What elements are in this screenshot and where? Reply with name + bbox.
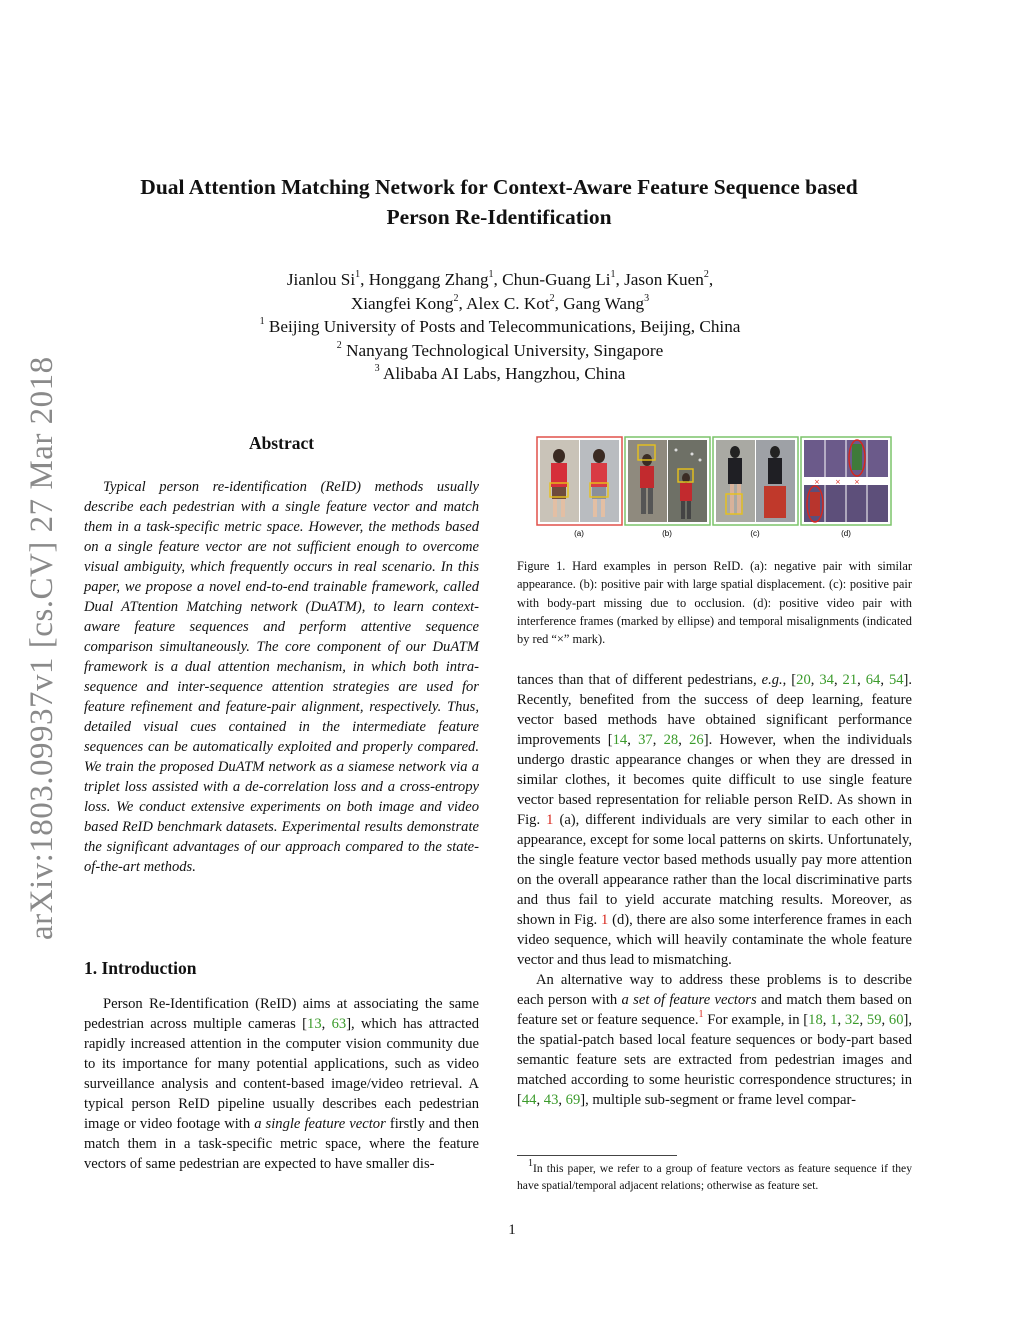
text-run: ]. However, when the individuals undergo drastic appearance changes or when they are dressed in similar clothes, it becomes quite difficult to use single feature vector based representation for reliable person ReID. As shown in Fig. <box>517 732 913 828</box>
emphasis: a single feature vector <box>254 1116 386 1132</box>
citation-link[interactable]: 13 <box>307 1016 322 1032</box>
author-affil-sup: 2 <box>549 292 555 304</box>
affiliation-text: Nanyang Technological University, Singapore <box>346 340 664 360</box>
author-name: Jason Kuen <box>624 270 704 289</box>
affiliation-sup: 1 <box>259 316 265 328</box>
figure-1 <box>536 436 892 538</box>
citation-link[interactable]: 21 <box>842 672 858 688</box>
affiliation-1 <box>150 315 850 339</box>
text-run: , <box>857 672 866 688</box>
citation-link[interactable]: 37 <box>638 732 653 748</box>
text-run: , <box>652 732 664 748</box>
body-paragraph <box>517 670 912 970</box>
author-affil-sup: 1 <box>355 269 361 281</box>
figure-panel-c <box>713 437 798 525</box>
author-name: Honggang Zhang <box>368 270 489 289</box>
figure-panel-a <box>537 437 622 525</box>
text-run: , <box>859 1012 867 1028</box>
citation-link[interactable]: 14 <box>612 732 628 748</box>
author-name: Gang Wang <box>563 293 645 313</box>
text-run: tances than that of different pedestrians, <box>517 672 762 688</box>
citation-link[interactable]: 34 <box>819 672 834 688</box>
affiliation-text: Beijing University of Posts and Telecommunications, Beijing, China <box>268 317 741 336</box>
figure-ref-link[interactable]: 1 <box>546 812 554 828</box>
text-run: , <box>822 1012 831 1028</box>
text-run: , <box>627 732 639 748</box>
text-run: ], the spatial-patch based local feature sequences or body-part based semantic feature sets are extracted from pedestrian images and matched according to some heuristic correspondence structures; in [ <box>517 1012 913 1108</box>
text-run: (a), different individuals are very similar to each other in appearance, except for some local patterns on skirts. Unfortunately, the single feature vector based methods usually pay more attention on the overall appearance rather than the local discriminative parts and thus fail to yield accurate matching results. Moreover, as shown in Fig. <box>517 812 913 928</box>
author-name: Jianlou Si <box>286 270 356 289</box>
footnote-rule <box>517 1155 677 1156</box>
footnote-sup: 1 <box>528 1158 533 1170</box>
text-run: , <box>810 672 820 688</box>
text-run: For example, in [ <box>703 1012 809 1028</box>
text-run: ]. Recently, benefited from the success of deep learning, feature vector based methods have obtained significant performance improvements [ <box>517 672 913 748</box>
author-affil-sup: 3 <box>644 292 650 304</box>
author-name: Alex C. Kot <box>466 293 550 313</box>
affiliation-3 <box>150 362 850 386</box>
citation-link[interactable]: 28 <box>663 732 679 748</box>
text-run: , <box>833 672 843 688</box>
emphasis: a set of feature vectors <box>621 992 757 1008</box>
text-run: , <box>558 1092 566 1108</box>
affiliation-sup: 2 <box>336 339 342 351</box>
abstract-text: Typical person re-identification (ReID) methods usually describe each pedestrian with a single feature vector and match them in a task-specific metric space. However, the methods based on a single feature vector are not sufficient enough to overcome visual ambiguity, which frequently occurs in real scenario. In this paper, we propose a novel end-to-end trainable framework, called Dual ATtention Matching network (DuATM), to learn context-aware feature sequences and perform attentive sequence comparison simultaneously. The core component of our DuATM framework is a dual attention mechanism, in which both intra-sequence and inter-sequence attention strategies are used for feature refinement and feature-pair alignment, respectively. Thus, detailed visual cues contained in the intermediate feature sequences can be automatically exploited and properly compared. We train the proposed DuATM network as a siamese network via a triplet loss assisted with a de-correlation loss and a cross-entropy loss. We conduct extensive experiments on both image and video based ReID benchmark datasets. Experimental results demonstrate the significant advantages of our approach compared to the state-of-the-art methods. <box>84 479 479 875</box>
misalignment-x-mark: × <box>814 478 820 486</box>
text-run: , <box>678 732 690 748</box>
author-name: Xiangfei Kong <box>350 293 454 313</box>
intro-paragraph <box>84 994 479 1174</box>
abstract-heading: Abstract <box>248 433 315 453</box>
page-number: 1 <box>508 1222 516 1238</box>
misalignment-x-mark: × <box>854 478 860 486</box>
figure-panel-d <box>801 437 891 525</box>
text-run: and match them based on feature set or feature sequence. <box>517 992 912 1028</box>
author-line-2: Xiangfei Kong$^2$, Alex C. Kot$^2$, Gang Wang$^3$ <box>350 292 650 313</box>
author-name: Chun-Guang Li <box>502 270 611 289</box>
panel-label-c: (c) <box>750 529 760 538</box>
citation-link[interactable]: 63 <box>331 1016 347 1032</box>
author-affil-sup: 1 <box>488 269 494 281</box>
text-run: (d), there are also some interference frames in each video sequence, which will heavily contaminate the whole feature vector and thus lead to mismatching. <box>517 912 912 968</box>
text-run: , <box>881 1012 889 1028</box>
text-run: , [ <box>782 672 797 688</box>
arxiv-stamp: arXiv:1803.09937v1 [cs.CV] 27 Mar 2018 <box>24 356 60 940</box>
affiliation-2 <box>150 339 850 363</box>
figure-ref-link[interactable]: 1 <box>601 912 609 928</box>
citation-link[interactable]: 69 <box>565 1092 581 1108</box>
citation-link[interactable]: 64 <box>865 672 881 688</box>
text-run: ], which has attracted rapidly increased attention in the computer vision community due to its importance for many potential applications, such as video surveillance analysis and content-based image/video retrieval. A typical person ReID pipeline usually describes each pedestrian image or video footage with <box>84 1016 479 1132</box>
affiliation-text: Alibaba AI Labs, Hangzhou, China <box>382 364 626 383</box>
panel-label-d: (d) <box>841 529 851 538</box>
citation-link[interactable]: 32 <box>844 1012 860 1028</box>
text-run: , <box>880 672 889 688</box>
citation-link[interactable]: 26 <box>689 732 704 748</box>
text-run: , <box>321 1016 332 1032</box>
title-line-2: Person Re-Identification <box>386 205 612 229</box>
title-line-1: Dual Attention Matching Network for Context-Aware Feature Sequence based <box>140 175 858 199</box>
body-paragraph <box>517 970 912 1110</box>
citation-link[interactable]: 54 <box>888 672 904 688</box>
intro-heading: 1. Introduction <box>84 958 197 978</box>
emphasis: e.g. <box>761 672 783 688</box>
text-run: An alternative way to address these problems is to describe each person with <box>517 972 912 1008</box>
author-affil-sup: 2 <box>453 292 459 304</box>
citation-link[interactable]: 43 <box>543 1092 559 1108</box>
citation-link[interactable]: 20 <box>796 672 811 688</box>
text-run: firstly and then match them in a task-specific metric space, where the feature vectors of same pedestrian are expected to have smaller dis- <box>84 1116 479 1172</box>
citation-link[interactable]: 1 <box>830 1012 838 1028</box>
citation-link[interactable]: 59 <box>866 1012 882 1028</box>
affiliation-sup: 3 <box>374 363 380 375</box>
footnote <box>517 1160 912 1194</box>
right-column-body <box>517 670 912 1110</box>
text-run: , <box>536 1092 544 1108</box>
text-run: , <box>837 1012 845 1028</box>
text-run: Person Re-Identification (ReID) aims at associating the same pedestrian across multiple cameras [ <box>84 996 479 1032</box>
misalignment-x-mark: × <box>835 478 841 486</box>
figure-1-caption: Figure 1. Hard examples in person ReID. (a): negative pair with similar appearance. (b): positive pair with large spatial displacement. (c): positive pair with body-part missing due to occlusion. (d): positive video pair with interference frames (marked by ellipse) and temporal misalignments (indicated by red “×” mark). <box>517 559 912 647</box>
author-line-1: Jianlou Si$^1$, Honggang Zhang$^1$, Chun-Guang Li$^1$, Jason Kuen$^2$, <box>286 269 714 289</box>
author-block <box>150 268 850 386</box>
author-affil-sup: 1 <box>610 269 616 281</box>
footnote-text: In this paper, we refer to a group of feature vectors as feature sequence if they have spatial/temporal adjacent relations; otherwise as feature set. <box>517 1162 912 1192</box>
footnote-ref-link[interactable]: 1 <box>698 1009 704 1021</box>
citation-link[interactable]: 60 <box>888 1012 904 1028</box>
citation-link[interactable]: 44 <box>521 1092 537 1108</box>
panel-label-b: (b) <box>662 529 672 538</box>
panel-label-a: (a) <box>574 529 584 538</box>
paper-title <box>80 172 918 232</box>
citation-link[interactable]: 18 <box>808 1012 823 1028</box>
text-run: ], multiple sub-segment or frame level compar- <box>580 1092 856 1108</box>
figure-panel-b <box>625 437 710 525</box>
author-affil-sup: 2 <box>703 269 709 281</box>
